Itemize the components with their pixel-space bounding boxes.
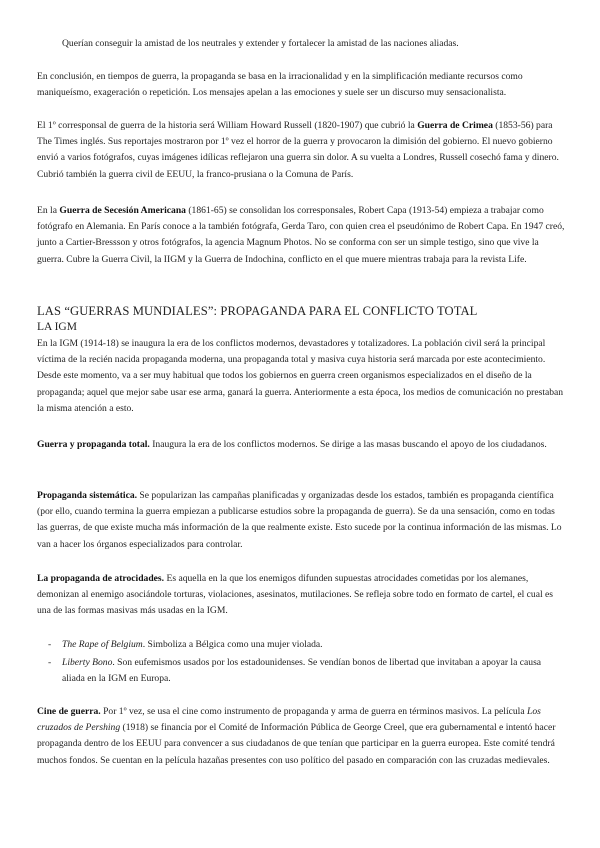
paragraph-secesion: En la Guerra de Secesión Americana (1861-65) se consolidan los corresponsales, Robert Capa (1913-54) empieza a trabajar como fotógrafo en Alemania. En París conoce a la también fotógrafa, Gerda Taro, con quien crea el pseudónimo de Robert Capa. En 1947 creó, junto a Cartier-Bressson y otros fotógrafos, la agencia Magnum Photos. No se conforma con ser un simple testigo, sino que vive la guerra. Cubre la Guerra Civil, la IIGM y la Guerra de Indochina, conflicto en el que muere mientras trabaja para la revista Life.	[37, 205, 565, 265]
bold-guerra-secesion: Guerra de Secesión Americana	[59, 205, 186, 216]
paragraph-conclusion: En conclusión, en tiempos de guerra, la propaganda se basa en la irracionalidad y en la simplificación mediante recursos como maniqueísmo, exageración o repetición. Los mensajes apelan a las emociones y suele ser un discurso muy sensacionalista.	[37, 71, 523, 99]
section-heading: LAS “GUERRAS MUNDIALES”: PROPAGANDA PARA EL CONFLICTO TOTAL	[37, 304, 478, 318]
paragraph-cine: Cine de guerra. Por 1º vez, se usa el cine como instrumento de propaganda y arma de guerra en términos masivos. La película Los cruzados de Pershing (1918) se financia por el Comité de Información Pública de George Creel, que era gubernamental e intentó hacer propaganda dentro de los EEUU para convencer a sus ciudadanos de que tenían que participar en la guerra europea. Este comité tendrá muchos fondos. Se cuentan en la película hazañas presentes con uso político del pasado en comparación con las cruzadas medievales.	[37, 706, 556, 766]
paragraph-atrocidades: La propaganda de atrocidades. Es aquella en la que los enemigos difunden supuestas atrocidades cometidas por los alemanes, demonizan al enemigo asociándole torturas, violaciones, asesinatos, mutilaciones. Se refleja sobre todo en formato de cartel, el cual es una de las formas masivas más usadas en la IGM.	[37, 573, 554, 617]
document-page: Querían conseguir la amistad de los neutrales y extender y fortalecer la amistad de las naciones aliadas. En conclusión, en tiempos de guerra, la propaganda se basa en la irracionalidad y en la simplificación mediante recursos como maniqueísmo, exageración o repetición. Los mensajes apelan a las emociones y suele ser un discurso muy sensacionalista. El 1º corresponsal de guerra de la historia será William Howard Russell (1820-1907) que cubrió la Guerra de Crimea (1853-56) para The Times inglés. Sus reportajes mostraron por 1º vez el horror de la guerra y provocaron la dimisión del gobierno. El nuevo gobierno envió a varios fotógrafos, cuyas imágenes idílicas reflejaron una guerra sin dolor. A su vuelta a Londres, Russell cosechó fama y dinero. Cubrió también la guerra civil de EEUU, la franco-prusiana o la Comuna de París. En la Guerra de Secesión Americana (1861-65) se consolidan los corresponsales, Robert Capa (1913-54) empieza a trabajar como fotógrafo en Alemania. En París conoce a la también fotógrafa, Gerda Taro, con quien crea el pseudónimo de Robert Capa. En 1947 creó, junto a Cartier-Bressson y otros fotógrafos, la agencia Magnum Photos. No se conforma con ser un simple testigo, sino que vive la guerra. Cubre la Guerra Civil, la IIGM y la Guerra de Indochina, conflicto en el que muere mientras trabaja para la revista Life. LAS “GUERRAS MUNDIALES”: PROPAGANDA PARA EL CONFLICTO TOTAL LA IGM En la IGM (1914-18) se inaugura la era de los conflictos modernos, devastadores y totalizadores. La población civil será la principal víctima de la recién nacida propaganda moderna, una propaganda total y masiva cuya historia será marcada por este acontecimiento. Desde este momento, va a ser muy habitual que todos los gobiernos en guerra creen organismos especializados en el diseño de la propaganda; aquel que mejor sabe usar ese arma, ganará la guerra. Anteriormente a esta época, los medios de comunicación no prestaban la misma atención a esto. Guerra y propaganda total. Inaugura la era de los conflictos modernos. Se dirige a las masas buscando el apoyo de los ciudadanos. Propaganda sistemática. Se popularizan las campañas planificadas y organizadas desde los estados, también es propaganda científica (por ello, cuando termina la guerra empiezan a publicarse estudios sobre la propaganda de guerra). Se da una sensación, como en todas las guerras, de que existe mucha más información de la que realmente existe. Esto sucede por la continua información de las mismas. Lo van a hacer los órganos especializados para controlar. La propaganda de atrocidades. Es aquella en la que los enemigos difunden supuestas atrocidades cometidas por los alemanes, demonizan al enemigo asociándole torturas, violaciones, asesinatos, mutilaciones. Se refleja sobre todo en formato de cartel, el cual es una de las formas masivas más usadas en la IGM. - The Rape of Belgium. Simboliza a Bélgica como una mujer violada. - Liberty Bono. Son eufemismos usados por los estadounidenses. Se vendían bonos de libertad que invitaban a apoyar la causa aliada en la IGM en Europa. Cine de guerra. Por 1º vez, se usa el cine como instrumento de propaganda y arma de guerra en términos masivos. La película Los cruzados de Pershing (1918) se financia por el Comité de Información Pública de George Creel, que era gubernamental e intentó hacer propaganda dentro de los EEUU para convencer a sus ciudadanos de que tenían que participar en la guerra europea. Este comité tendrá muchos fondos. Se cuentan en la película hazañas presentes con uso político del pasado en comparación con las cruzadas medievales.	[0, 0, 600, 848]
bold-guerra-crimea: Guerra de Crimea	[417, 120, 493, 131]
paragraph-guerra-total: Guerra y propaganda total. Inaugura la era de los conflictos modernos. Se dirige a las masas buscando el apoyo de los ciudadanos.	[37, 439, 547, 450]
paragraph-neutrales: Querían conseguir la amistad de los neutrales y extender y fortalecer la amistad de las naciones aliadas.	[62, 38, 459, 49]
subsection-heading: LA IGM	[37, 321, 77, 333]
paragraph-igm: En la IGM (1914-18) se inaugura la era de los conflictos modernos, devastadores y totalizadores. La población civil será la principal víctima de la recién nacida propaganda moderna, una propaganda total y masiva cuya historia será marcada por este acontecimiento. Desde este momento, va a ser muy habitual que todos los gobiernos en guerra creen organismos especializados en el diseño de la propaganda; aquel que mejor sabe usar ese arma, ganará la guerra. Anteriormente a esta época, los medios de comunicación no prestaban la misma atención a esto.	[37, 338, 564, 414]
paragraph-russell: El 1º corresponsal de guerra de la historia será William Howard Russell (1820-1907) que cubrió la Guerra de Crimea (1853-56) para The Times inglés. Sus reportajes mostraron por 1º vez el horror de la guerra y provocaron la dimisión del gobierno. El nuevo gobierno envió a varios fotógrafos, cuyas imágenes idílicas reflejaron una guerra sin dolor. A su vuelta a Londres, Russell cosechó fama y dinero. Cubrió también la guerra civil de EEUU, la franco-prusiana o la Comuna de París.	[37, 120, 559, 180]
paragraph-sistematica: Propaganda sistemática. Se popularizan las campañas planificadas y organizadas desde los estados, también es propaganda científica (por ello, cuando termina la guerra empiezan a publicarse estudios sobre la propaganda de guerra). Se da una sensación, como en todas las guerras, de que existe mucha más información de la que realmente existe. Esto sucede por la continua información de las mismas. Lo van a hacer los órganos especializados para controlar.	[37, 490, 562, 550]
